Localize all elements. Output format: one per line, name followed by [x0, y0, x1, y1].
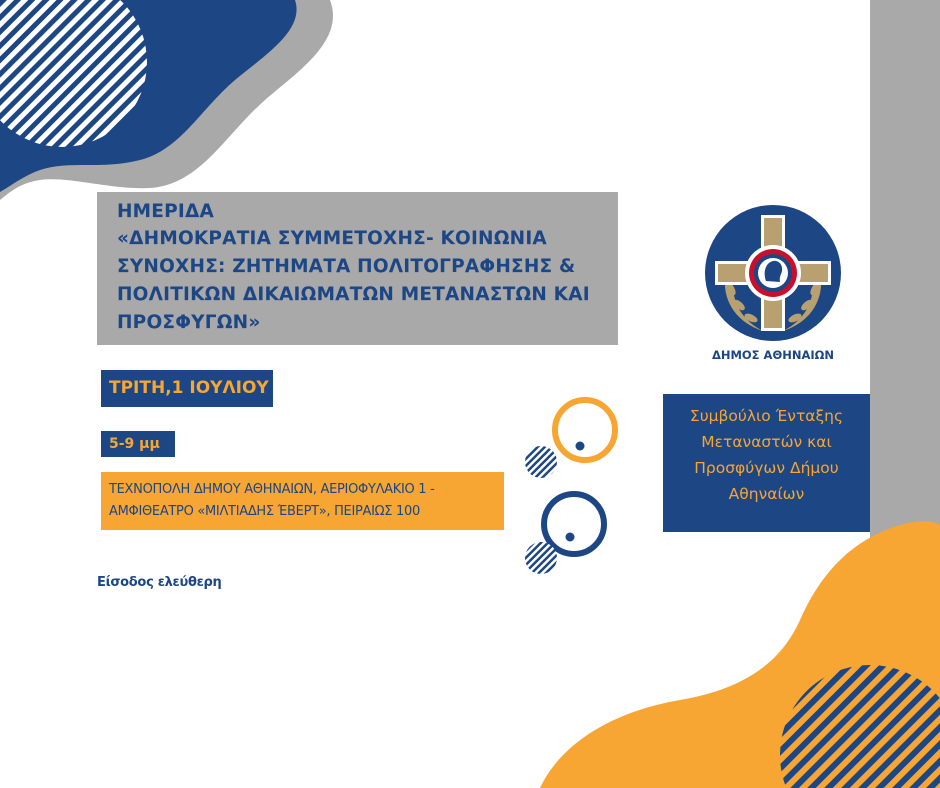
venue-line-2: ΑΜΦΙΘΕΑΤΡΟ «ΜΙΛΤΙΑΔΗΣ ΈΒΕΡΤ», ΠΕΙΡΑΙΩΣ 100 [109, 504, 420, 519]
council-line-2: Μεταναστών και [701, 433, 832, 451]
event-title-box [97, 192, 618, 345]
free-entry-note: Είσοδος ελεύθερη [97, 575, 222, 590]
event-time-badge [101, 431, 175, 457]
council-line-1: Συμβούλιο Ένταξης [689, 407, 844, 425]
gray-side-strip [870, 0, 940, 560]
event-time: 5-9 μμ [109, 436, 160, 452]
council-line-3: Προσφύγων Δήμου [694, 459, 839, 477]
venue-line-1: ΤΕΧΝΟΠΟΛΗ ΔΗΜΟΥ ΑΘΗΝΑΙΩΝ, ΑΕΡΙΟΦΥΛΑΚΙΟ 1 - [109, 482, 435, 497]
logo-caption: ΔΗΜΟΣ ΑΘΗΝΑΙΩΝ [711, 348, 835, 362]
navy-ring-dot [566, 533, 575, 542]
orange-ring-dot [576, 442, 585, 451]
event-date-badge [101, 370, 273, 407]
council-box [663, 394, 870, 532]
title-line-1: ΗΜΕΡΙΔΑ [117, 201, 215, 222]
orange-ring [555, 400, 615, 460]
striped-dot-upper [525, 446, 557, 478]
striped-dot-lower [525, 542, 557, 574]
title-line-4: ΠΟΛΙΤΙΚΩΝ ΔΙΚΑΙΩΜΑΤΩΝ ΜΕΤΑΝΑΣΤΩΝ ΚΑΙ [117, 284, 590, 305]
title-line-3: ΣΥΝΟΧΗΣ: ΖΗΤΗΜΑΤΑ ΠΟΛΙΤΟΓΡΑΦΗΣΗΣ & [117, 256, 576, 277]
event-date: ΤΡΙΤΗ,1 ΙΟΥΛΙΟΥ [109, 378, 269, 398]
event-venue-box [101, 472, 504, 530]
title-line-5: ΠΡΟΣΦΥΓΩΝ» [117, 312, 261, 333]
city-of-athens-seal-icon [703, 203, 843, 343]
navy-ring [544, 494, 604, 554]
council-line-4: Αθηναίων [728, 485, 805, 503]
title-line-2: «ΔΗΜΟΚΡΑΤΙΑ ΣΥΜΜΕΤΟΧΗΣ- ΚΟΙΝΩΝΙΑ [117, 228, 547, 249]
